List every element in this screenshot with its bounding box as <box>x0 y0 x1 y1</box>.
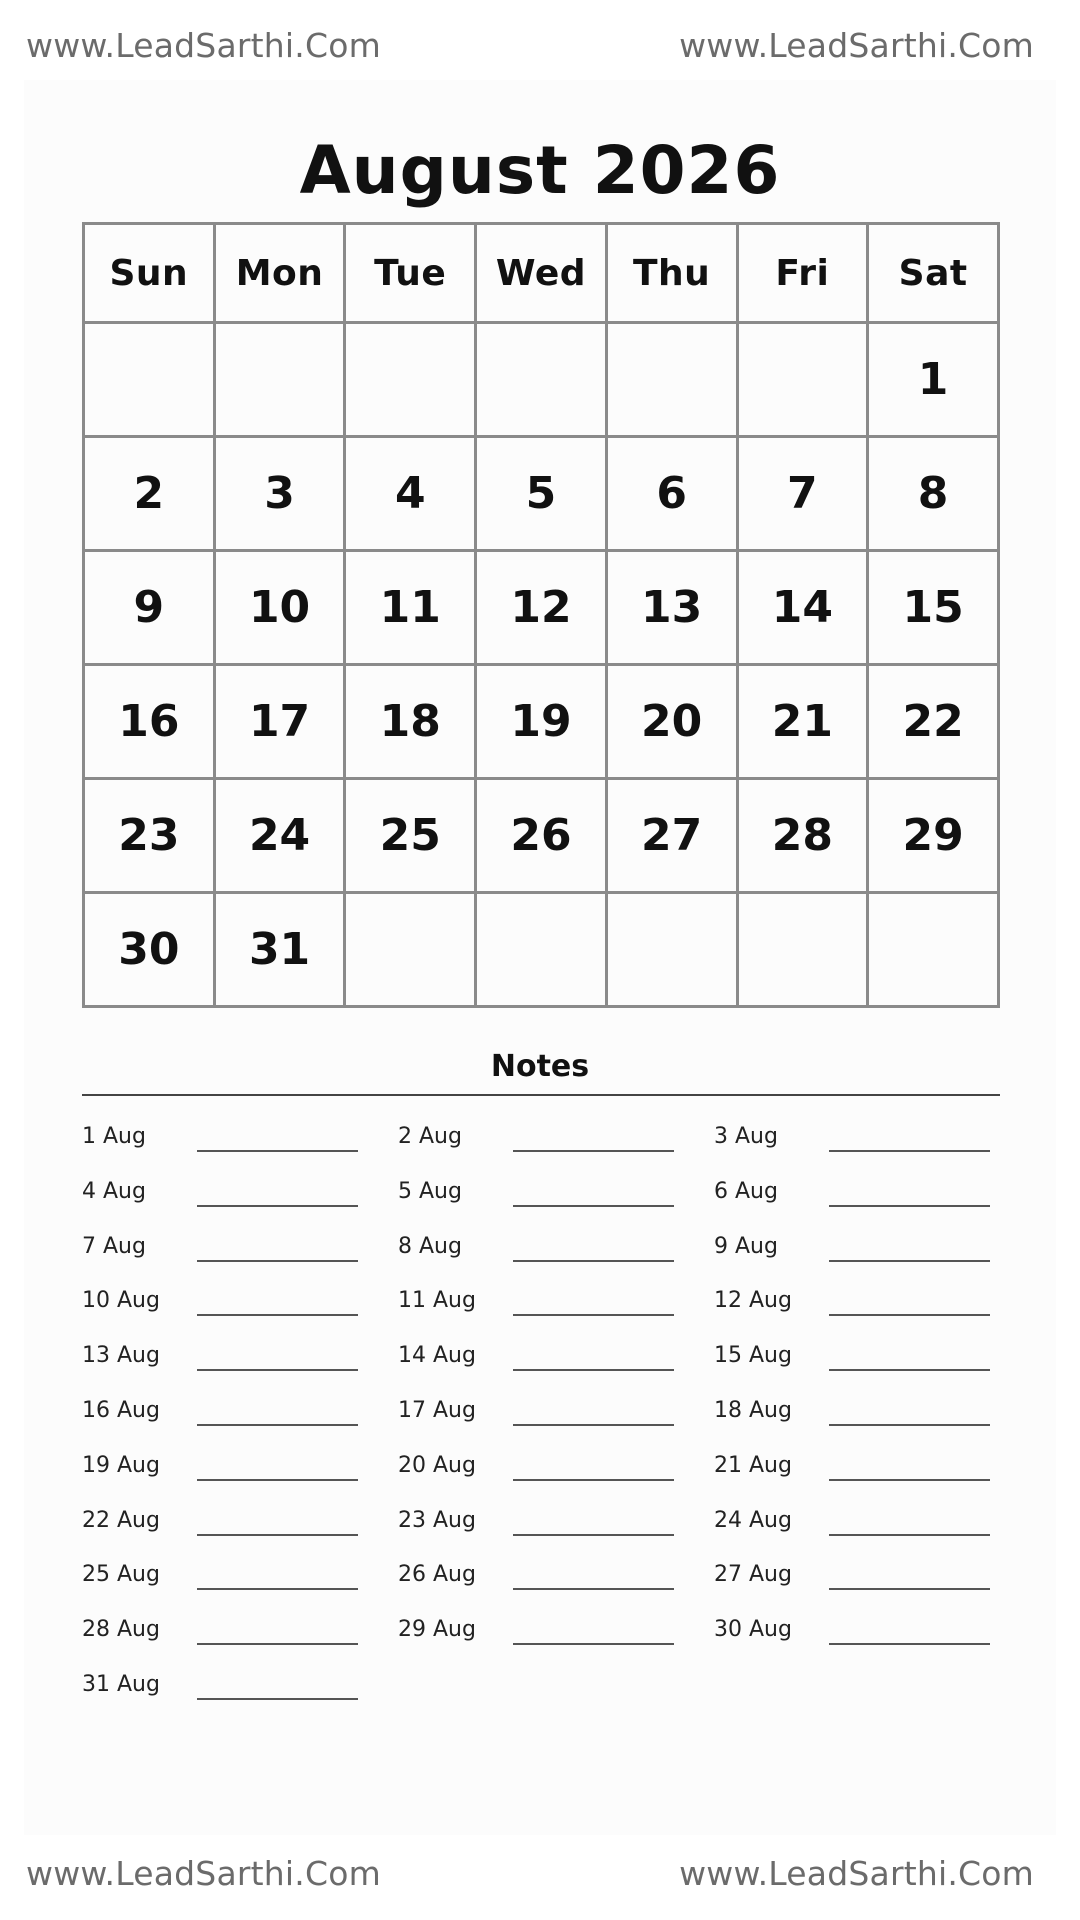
note-date-label: 18 Aug <box>714 1397 792 1423</box>
calendar-day-21: 21 <box>737 665 868 779</box>
calendar-empty-cell <box>476 893 607 1007</box>
note-entry <box>82 1656 358 1711</box>
calendar-day-7: 7 <box>737 437 868 551</box>
calendar-empty-cell <box>214 323 345 437</box>
note-date-label: 19 Aug <box>82 1452 160 1478</box>
note-date-label: 25 Aug <box>82 1562 160 1588</box>
calendar-week-row <box>84 893 999 1007</box>
calendar-grid <box>82 222 1000 1008</box>
note-entry <box>82 1546 358 1601</box>
calendar-week-row <box>84 779 999 893</box>
note-write-line <box>829 1479 990 1481</box>
note-date-label: 30 Aug <box>714 1617 792 1643</box>
note-write-line <box>197 1643 358 1645</box>
weekday-sat: Sat <box>868 224 999 323</box>
note-write-line <box>513 1534 674 1536</box>
note-entry <box>82 1492 358 1547</box>
note-date-label: 16 Aug <box>82 1397 160 1423</box>
calendar-day-28: 28 <box>737 779 868 893</box>
calendar-day-3: 3 <box>214 437 345 551</box>
note-date-label: 28 Aug <box>82 1617 160 1643</box>
note-write-line <box>829 1150 990 1152</box>
note-entry <box>82 1601 358 1656</box>
note-date-label: 20 Aug <box>398 1452 476 1478</box>
note-entry <box>714 1327 990 1382</box>
note-date-label: 24 Aug <box>714 1507 792 1533</box>
calendar-day-30: 30 <box>84 893 215 1007</box>
calendar-day-4: 4 <box>345 437 476 551</box>
calendar-day-14: 14 <box>737 551 868 665</box>
calendar-day-25: 25 <box>345 779 476 893</box>
note-date-label: 14 Aug <box>398 1343 476 1369</box>
calendar-empty-cell <box>345 323 476 437</box>
note-write-line <box>197 1698 358 1700</box>
note-write-line <box>829 1424 990 1426</box>
calendar-empty-cell <box>476 323 607 437</box>
note-entry <box>82 1163 358 1218</box>
note-date-label: 11 Aug <box>398 1288 476 1314</box>
calendar-day-27: 27 <box>606 779 737 893</box>
note-date-label: 12 Aug <box>714 1288 792 1314</box>
note-write-line <box>829 1314 990 1316</box>
note-date-label: 2 Aug <box>398 1124 462 1149</box>
note-date-label: 3 Aug <box>714 1124 778 1149</box>
note-write-line <box>513 1588 674 1590</box>
note-write-line <box>829 1260 990 1262</box>
note-write-line <box>197 1314 358 1316</box>
weekday-tue: Tue <box>345 224 476 323</box>
calendar-empty-cell <box>737 893 868 1007</box>
note-write-line <box>829 1588 990 1590</box>
note-date-label: 31 Aug <box>82 1671 160 1697</box>
note-entry <box>398 1382 674 1437</box>
note-write-line <box>197 1588 358 1590</box>
calendar-day-1: 1 <box>868 323 999 437</box>
calendar-day-23: 23 <box>84 779 215 893</box>
calendar-day-19: 19 <box>476 665 607 779</box>
note-write-line <box>513 1260 674 1262</box>
note-date-label: 17 Aug <box>398 1397 476 1423</box>
note-date-label: 7 Aug <box>82 1233 146 1259</box>
calendar-day-31: 31 <box>214 893 345 1007</box>
calendar-day-17: 17 <box>214 665 345 779</box>
calendar-day-8: 8 <box>868 437 999 551</box>
note-date-label: 23 Aug <box>398 1507 476 1533</box>
note-date-label: 1 Aug <box>82 1124 146 1149</box>
note-entry <box>82 1108 358 1163</box>
note-write-line <box>197 1260 358 1262</box>
note-write-line <box>513 1424 674 1426</box>
note-write-line <box>513 1479 674 1481</box>
calendar-body <box>84 323 999 1007</box>
calendar-week-row <box>84 665 999 779</box>
note-write-line <box>197 1205 358 1207</box>
note-entry <box>398 1492 674 1547</box>
calendar-title: August 2026 <box>299 132 781 209</box>
note-entry <box>714 1437 990 1492</box>
note-date-label: 13 Aug <box>82 1343 160 1369</box>
notes-title: Notes <box>490 1049 590 1084</box>
note-write-line <box>197 1150 358 1152</box>
calendar-week-row <box>84 437 999 551</box>
note-entry <box>398 1437 674 1492</box>
calendar-day-10: 10 <box>214 551 345 665</box>
note-date-label: 15 Aug <box>714 1343 792 1369</box>
calendar-empty-cell <box>737 323 868 437</box>
calendar-day-22: 22 <box>868 665 999 779</box>
note-date-label: 6 Aug <box>714 1178 778 1204</box>
calendar-day-26: 26 <box>476 779 607 893</box>
note-entry <box>714 1272 990 1327</box>
note-date-label: 21 Aug <box>714 1452 792 1478</box>
note-date-label: 29 Aug <box>398 1617 476 1643</box>
note-date-label: 10 Aug <box>82 1288 160 1314</box>
note-write-line <box>513 1314 674 1316</box>
watermark-bottom-left: www.LeadSarthi.Com <box>26 1854 381 1893</box>
note-entry <box>398 1163 674 1218</box>
watermark-bottom-right: www.LeadSarthi.Com <box>679 1854 1034 1893</box>
note-write-line <box>829 1205 990 1207</box>
calendar-day-12: 12 <box>476 551 607 665</box>
note-entry <box>714 1218 990 1273</box>
calendar-day-29: 29 <box>868 779 999 893</box>
note-write-line <box>197 1534 358 1536</box>
calendar-day-11: 11 <box>345 551 476 665</box>
calendar-day-6: 6 <box>606 437 737 551</box>
note-date-label: 4 Aug <box>82 1178 146 1204</box>
note-date-label: 27 Aug <box>714 1562 792 1588</box>
note-entry <box>714 1382 990 1437</box>
note-entry <box>398 1546 674 1601</box>
calendar-day-20: 20 <box>606 665 737 779</box>
note-date-label: 5 Aug <box>398 1178 462 1204</box>
note-date-label: 9 Aug <box>714 1233 778 1259</box>
note-entry <box>714 1163 990 1218</box>
note-entry <box>82 1382 358 1437</box>
note-entry <box>398 1108 674 1163</box>
note-date-label: 26 Aug <box>398 1562 476 1588</box>
note-write-line <box>513 1643 674 1645</box>
calendar-empty-cell <box>606 893 737 1007</box>
calendar-day-5: 5 <box>476 437 607 551</box>
note-entry <box>714 1108 990 1163</box>
note-write-line <box>829 1643 990 1645</box>
note-entry <box>398 1272 674 1327</box>
calendar-day-18: 18 <box>345 665 476 779</box>
weekday-fri: Fri <box>737 224 868 323</box>
note-entry <box>714 1492 990 1547</box>
note-entry <box>82 1327 358 1382</box>
calendar-day-9: 9 <box>84 551 215 665</box>
calendar-empty-cell <box>84 323 215 437</box>
note-entry <box>714 1546 990 1601</box>
calendar-empty-cell <box>606 323 737 437</box>
calendar-day-24: 24 <box>214 779 345 893</box>
calendar-empty-cell <box>345 893 476 1007</box>
note-entry <box>398 1327 674 1382</box>
note-entry <box>714 1601 990 1656</box>
note-entry <box>398 1218 674 1273</box>
weekday-sun: Sun <box>84 224 215 323</box>
notes-divider <box>82 1094 1000 1096</box>
calendar-week-row <box>84 323 999 437</box>
calendar-day-13: 13 <box>606 551 737 665</box>
weekday-wed: Wed <box>476 224 607 323</box>
note-write-line <box>513 1150 674 1152</box>
calendar-day-2: 2 <box>84 437 215 551</box>
calendar-week-row <box>84 551 999 665</box>
calendar-day-16: 16 <box>84 665 215 779</box>
watermark-top-left: www.LeadSarthi.Com <box>26 26 381 65</box>
note-write-line <box>197 1369 358 1371</box>
note-write-line <box>513 1369 674 1371</box>
note-date-label: 8 Aug <box>398 1233 462 1259</box>
weekday-header-row <box>84 224 999 323</box>
note-write-line <box>197 1479 358 1481</box>
note-entry <box>398 1601 674 1656</box>
note-entry <box>82 1218 358 1273</box>
calendar-day-15: 15 <box>868 551 999 665</box>
note-write-line <box>829 1369 990 1371</box>
note-date-label: 22 Aug <box>82 1507 160 1533</box>
notes-list <box>82 1108 1000 1711</box>
note-write-line <box>829 1534 990 1536</box>
calendar-empty-cell <box>868 893 999 1007</box>
note-write-line <box>197 1424 358 1426</box>
weekday-thu: Thu <box>606 224 737 323</box>
weekday-mon: Mon <box>214 224 345 323</box>
note-entry <box>82 1437 358 1492</box>
note-entry <box>82 1272 358 1327</box>
note-write-line <box>513 1205 674 1207</box>
watermark-top-right: www.LeadSarthi.Com <box>679 26 1034 65</box>
